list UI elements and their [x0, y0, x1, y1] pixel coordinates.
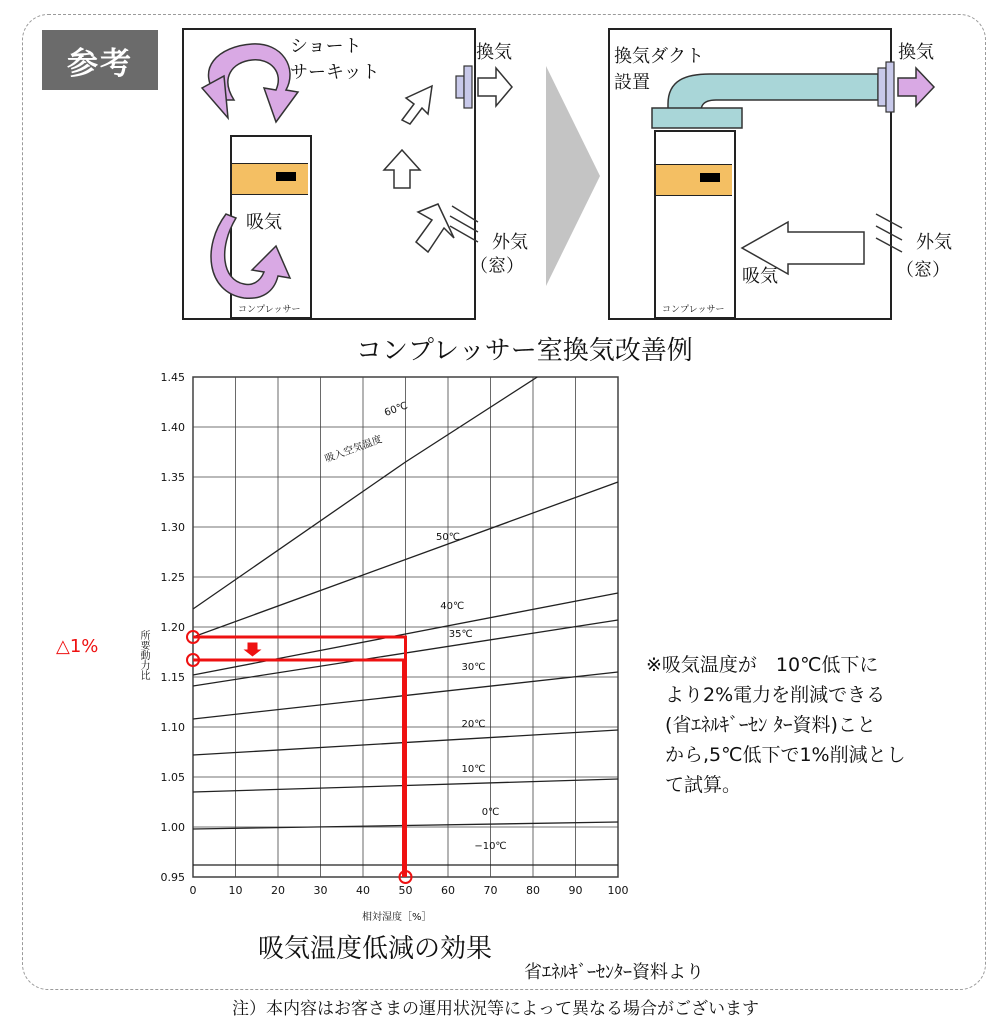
diagram-title: コンプレッサー室換気改善例 [356, 336, 693, 366]
y-tick-label: 0.95 [160, 871, 185, 884]
note-line: から,5℃低下で1%削減とし [646, 744, 906, 766]
note-line: より2%電力を削減できる [646, 684, 886, 706]
source-note: 省ｴﾈﾙｷﾞｰｾﾝﾀｰ資料より [524, 962, 704, 983]
x-tick-label: 40 [356, 884, 370, 897]
x-tick-label: 60 [441, 884, 455, 897]
series-label: 20℃ [461, 719, 486, 730]
series-label: 0℃ [481, 807, 500, 818]
series-label: 60℃ [383, 400, 410, 419]
y-tick-label: 1.05 [160, 771, 185, 784]
x-tick-label: 90 [568, 884, 583, 897]
x-tick-label: 30 [313, 884, 328, 897]
delta-annotation: △1% [56, 636, 99, 657]
left-intake-label: 吸気 [246, 212, 282, 233]
right-compressor-label: コンプレッサー [662, 305, 725, 315]
x-axis-label: 相対湿度［%］ [362, 912, 432, 923]
y-tick-label: 1.30 [160, 521, 185, 534]
y-tick-label: 1.15 [160, 671, 185, 684]
series-label: −10℃ [474, 841, 507, 852]
series-label: 30℃ [461, 662, 486, 673]
y-tick-label: 1.40 [160, 421, 185, 434]
short-circuit-label: ショート サーキット [290, 36, 380, 83]
y-tick-label: 1.10 [160, 721, 185, 734]
note-line: ※吸気温度が 10℃低下に [646, 654, 879, 676]
series-label: 35℃ [448, 629, 473, 640]
left-exhaust-label: 換気 [476, 42, 512, 63]
x-tick-label: 20 [271, 884, 285, 897]
x-tick-label: 10 [228, 884, 243, 897]
series-label: 吸入空気温度 [323, 434, 384, 466]
right-intake-label: 吸気 [742, 266, 778, 287]
right-exhaust-label: 換気 [898, 42, 934, 63]
y-tick-label: 1.00 [160, 821, 185, 834]
note-line: て試算。 [646, 774, 742, 796]
y-tick-label: 1.35 [160, 471, 185, 484]
y-tick-label: 1.20 [160, 621, 185, 634]
calculation-note [646, 650, 906, 800]
footer-disclaimer: 注）本内容はお客さまの運用状況等によって異なる場合がございます [232, 999, 759, 1019]
x-tick-label: 70 [483, 884, 498, 897]
reference-badge: 参考 [42, 30, 158, 90]
note-line: (省ｴﾈﾙｷﾞｰｾﾝ ﾀｰ資料)こと [646, 714, 876, 736]
x-tick-label: 80 [526, 884, 540, 897]
left-compressor-label: コンプレッサー [238, 305, 301, 315]
y-axis-label: 所要動力比 [138, 630, 149, 680]
right-window-label: （窓） [896, 260, 950, 281]
series-label: 50℃ [436, 532, 460, 543]
series-label: 10℃ [461, 764, 486, 775]
chart-title: 吸気温度低減の効果 [258, 934, 493, 964]
x-tick-label: 100 [607, 884, 629, 897]
right-outside-air-label: 外気 [916, 232, 952, 253]
left-window-label: （窓） [470, 256, 524, 277]
left-outside-air-label: 外気 [492, 232, 528, 253]
duct-installation-label: 換気ダクト 設置 [614, 46, 704, 93]
y-tick-label: 1.25 [160, 571, 185, 584]
series-label: 40℃ [440, 601, 465, 612]
y-tick-label: 1.45 [160, 371, 185, 384]
x-tick-label: 50 [398, 884, 413, 897]
x-tick-label: 0 [189, 884, 197, 897]
